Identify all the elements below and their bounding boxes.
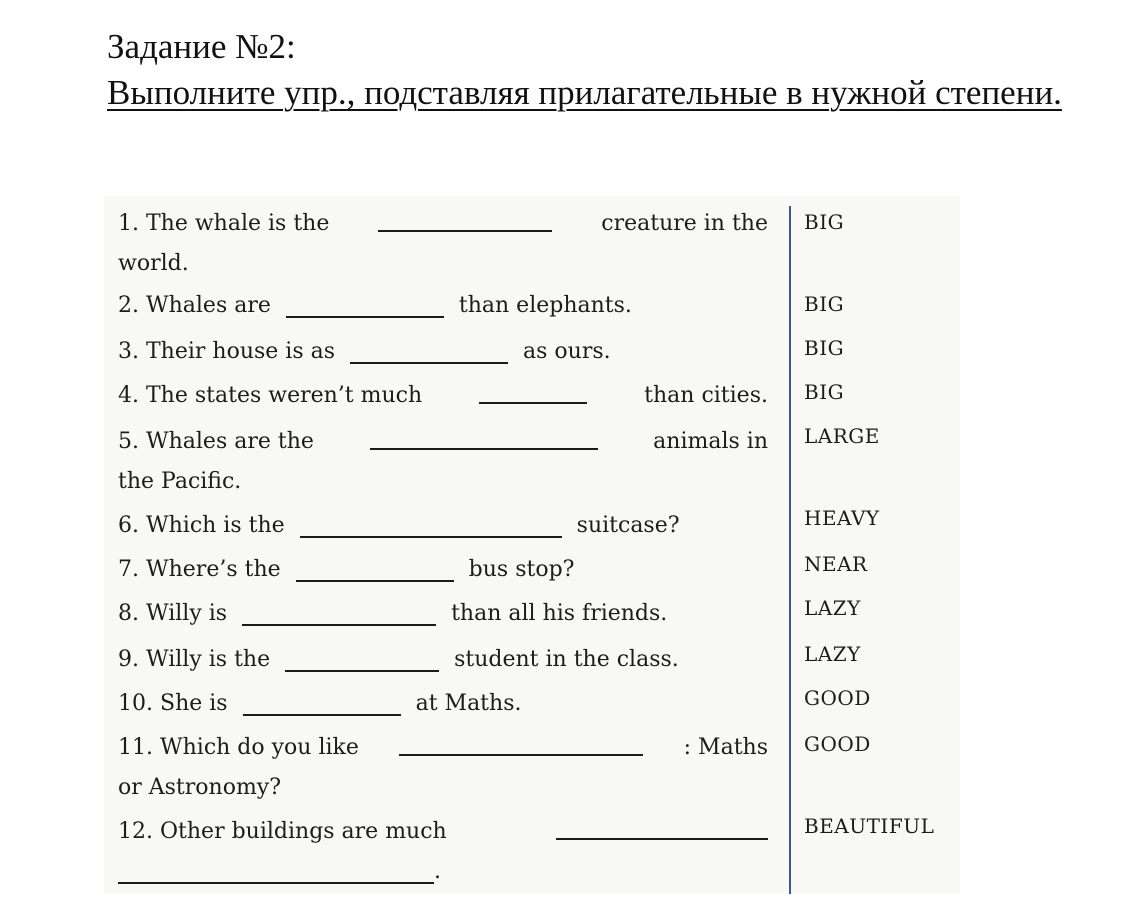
item-text-after: animals in — [653, 429, 768, 454]
item-number: 10. — [118, 691, 153, 716]
item-text-after: than cities. — [644, 383, 768, 408]
base-adjective-3: BIG — [804, 336, 845, 360]
answer-blank[interactable] — [370, 422, 598, 450]
item-number: 2. — [118, 293, 139, 318]
item-text-after: student in the class. — [454, 647, 679, 672]
base-adjective-7: NEAR — [804, 552, 868, 576]
item-number: 4. — [118, 383, 139, 408]
answer-blank-continued[interactable] — [118, 856, 434, 884]
item-text-before: Where’s the — [146, 557, 281, 582]
exercise-item-3 — [118, 332, 768, 372]
base-adjective-4: BIG — [804, 380, 845, 404]
item-text-before: Their house is as — [146, 339, 336, 364]
answer-blank[interactable] — [556, 812, 768, 840]
answer-blank[interactable] — [300, 510, 562, 538]
answer-blank[interactable] — [285, 644, 439, 672]
item-text-after: creature in the — [601, 211, 768, 236]
base-adjective-12: BEAUTIFUL — [804, 814, 935, 838]
answer-blank[interactable] — [242, 598, 436, 626]
item-number: 1. — [118, 211, 139, 236]
base-adjective-11: GOOD — [804, 732, 871, 756]
answer-blank[interactable] — [350, 336, 508, 364]
answer-blank[interactable] — [296, 554, 454, 582]
item-text-after: : Maths — [683, 735, 768, 760]
exercise-item-6 — [118, 506, 768, 546]
answer-blank[interactable] — [479, 376, 587, 404]
exercise-item-1 — [118, 204, 768, 284]
exercise-item-2 — [118, 286, 768, 326]
item-number: 8. — [118, 601, 139, 626]
item-number: 12. — [118, 819, 153, 844]
item-number: 5. — [118, 429, 139, 454]
item-number: 6. — [118, 513, 139, 538]
base-adjective-10: GOOD — [804, 686, 871, 710]
item-text-before: Whales are — [146, 293, 271, 318]
item-text-before: Willy is the — [146, 647, 271, 672]
base-adjective-9: LAZY — [804, 642, 861, 666]
exercise-item-4 — [118, 376, 768, 416]
exercise-item-10 — [118, 684, 768, 724]
item-text-after: than all his friends. — [451, 601, 668, 626]
item-text-before: She is — [160, 691, 228, 716]
item-text-before: Whales are the — [146, 429, 314, 454]
exercise-item-12 — [118, 812, 768, 892]
base-adjective-6: HEAVY — [804, 506, 880, 530]
item-text-before: The states weren’t much — [146, 383, 423, 408]
column-divider — [789, 206, 791, 894]
answer-blank[interactable] — [286, 290, 444, 318]
exercise-scan — [104, 196, 960, 894]
item-number: 3. — [118, 339, 139, 364]
task-heading — [55, 24, 1071, 116]
item-number: 7. — [118, 557, 139, 582]
item-text-after: suitcase? — [576, 513, 680, 538]
base-adjective-1: BIG — [804, 210, 845, 234]
item-text-continued: world. — [118, 251, 189, 276]
task-title: Задание №2: — [107, 27, 296, 66]
item-text-continued: or Astronomy? — [118, 775, 282, 800]
item-text-before: The whale is the — [146, 211, 330, 236]
item-text-before: Other buildings are much — [160, 819, 447, 844]
answer-blank[interactable] — [378, 204, 552, 232]
task-instruction: Выполните упр., подставляя прилагательные в нужной степени. — [107, 73, 1062, 112]
item-text-before: Which is the — [146, 513, 285, 538]
exercise-item-11 — [118, 728, 768, 808]
item-number: 11. — [118, 735, 153, 760]
item-text-end: . — [434, 859, 441, 884]
exercise-item-7 — [118, 550, 768, 590]
item-text-before: Which do you like — [160, 735, 359, 760]
item-number: 9. — [118, 647, 139, 672]
item-text-after: bus stop? — [468, 557, 575, 582]
exercise-item-5 — [118, 422, 768, 502]
item-text-continued: the Pacific. — [118, 469, 242, 494]
exercise-item-9 — [118, 640, 768, 680]
exercise-item-8 — [118, 594, 768, 634]
answer-blank[interactable] — [243, 688, 401, 716]
item-text-after: as ours. — [523, 339, 611, 364]
answer-blank[interactable] — [399, 728, 643, 756]
item-text-before: Willy is — [146, 601, 228, 626]
base-adjective-8: LAZY — [804, 596, 861, 620]
base-adjective-5: LARGE — [804, 424, 880, 448]
base-adjective-2: BIG — [804, 292, 845, 316]
item-text-after: at Maths. — [415, 691, 522, 716]
item-text-after: than elephants. — [458, 293, 632, 318]
